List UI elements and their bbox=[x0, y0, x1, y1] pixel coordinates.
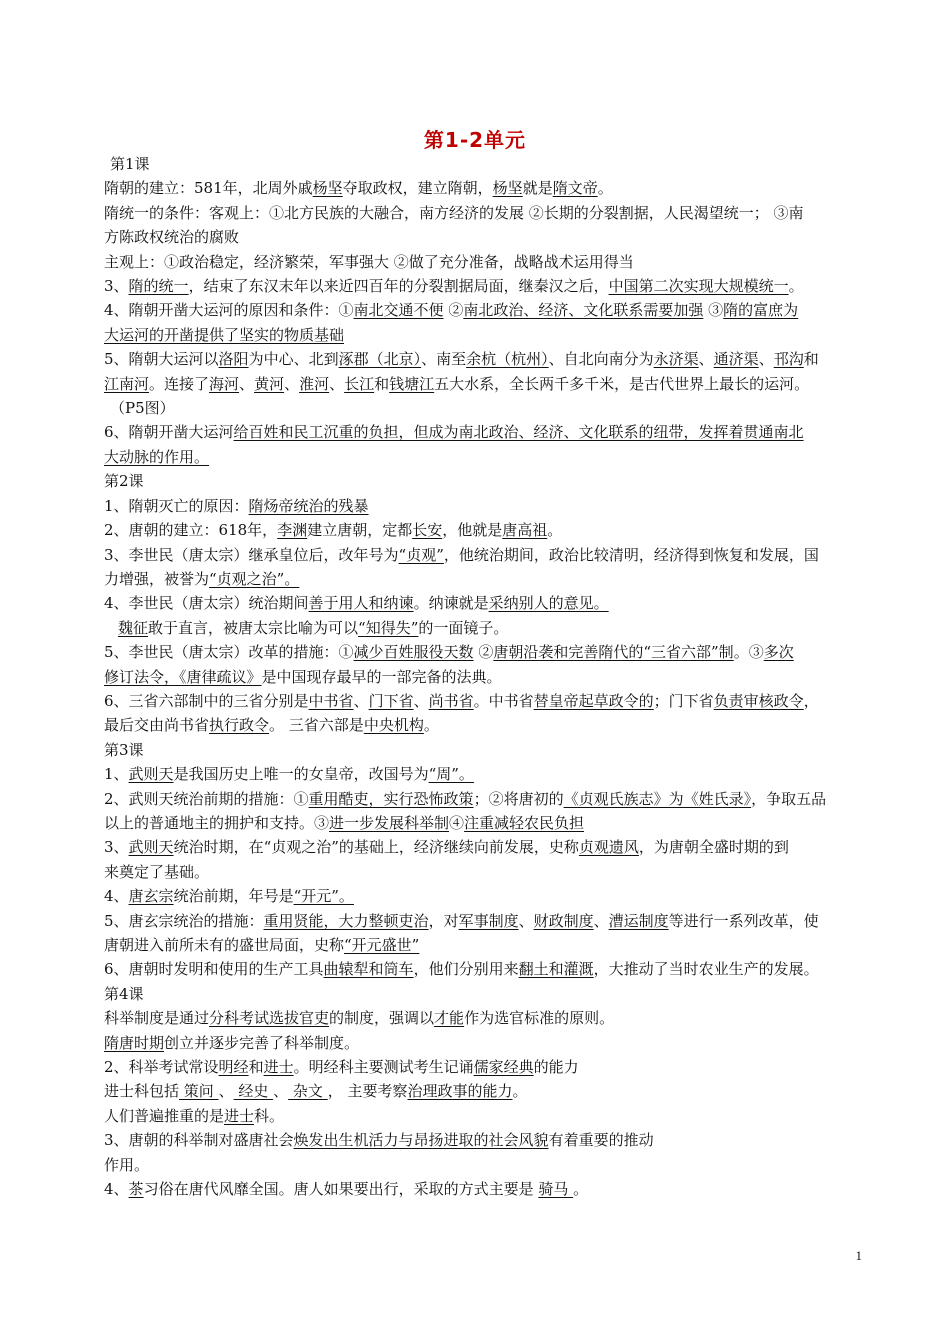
underlined-answer: 通济渠 bbox=[713, 350, 759, 369]
text-line bbox=[104, 1079, 869, 1103]
text-segment: 。 三省六部是 bbox=[269, 716, 364, 735]
text-segment: ，为唐朝全盛时期的到 bbox=[638, 838, 789, 857]
text-segment: 就是 bbox=[522, 179, 553, 198]
underlined-answer: 唐高祖 bbox=[502, 521, 548, 540]
text-segment: 作用。 bbox=[104, 1155, 150, 1174]
underlined-answer: 邗沟 bbox=[773, 350, 804, 369]
underlined-answer: 武则天 bbox=[128, 838, 174, 857]
text-line bbox=[104, 811, 869, 835]
text-segment: 5、李世民（唐太宗）改革的措施：① bbox=[104, 643, 354, 662]
underlined-answer: 替皇帝起草政令的 bbox=[533, 691, 654, 710]
text-line bbox=[104, 152, 869, 176]
text-segment: ；②将唐初的 bbox=[473, 789, 564, 808]
text-line bbox=[104, 835, 869, 859]
text-line bbox=[104, 396, 869, 420]
text-segment: 习俗在唐代风靡全国。唐人如果要出行，采取的方式主要是 bbox=[143, 1180, 539, 1199]
text-line bbox=[104, 1128, 869, 1152]
text-segment: 有着重要的推动 bbox=[548, 1131, 654, 1150]
text-segment: 建立唐朝，定都 bbox=[307, 521, 413, 540]
underlined-answer: 洛阳 bbox=[218, 350, 249, 369]
text-segment: 是我国历史上唯一的女皇帝，改国号为 bbox=[173, 765, 429, 784]
text-segment: 是中国现存最早的一部完备的法典。 bbox=[261, 667, 502, 686]
text-segment: 敢于直言，被唐太宗比喻为可以 bbox=[148, 618, 359, 637]
text-segment: 夺取政权，建立隋朝， bbox=[342, 179, 493, 198]
underlined-answer: 江南河 bbox=[104, 374, 150, 393]
text-segment: 、 bbox=[239, 374, 255, 393]
text-segment: 的一面镜子。 bbox=[418, 618, 509, 637]
underlined-answer: 长江 bbox=[344, 374, 375, 393]
text-segment: 5、隋朝大运河以 bbox=[104, 350, 219, 369]
text-segment: 。纳谏就是 bbox=[413, 594, 489, 613]
text-line bbox=[104, 982, 869, 1006]
text-segment: 的制度，强调以 bbox=[329, 1009, 435, 1028]
text-line bbox=[104, 616, 869, 640]
text-line bbox=[104, 1006, 869, 1030]
text-segment: ，他们分别用来 bbox=[413, 960, 519, 979]
text-segment: 隋朝的建立：581年，北周外戚 bbox=[104, 179, 313, 198]
page-number: 1 bbox=[855, 1248, 862, 1263]
text-segment: 五大水系，全长两千多千米，是古代世界上最长的运河。 bbox=[434, 374, 810, 393]
text-segment: ，对 bbox=[428, 911, 459, 930]
underlined-answer: 海河 bbox=[209, 374, 240, 393]
underlined-answer: 涿郡（北京） bbox=[338, 350, 422, 369]
text-segment: 。 bbox=[547, 521, 563, 540]
text-segment: 最后交由尚书省 bbox=[104, 716, 210, 735]
text-segment: ④ bbox=[449, 813, 465, 832]
text-segment: 进士科包括 bbox=[104, 1082, 180, 1101]
underlined-answer: 执行政令 bbox=[209, 716, 270, 735]
underlined-answer: 贞观遗风 bbox=[578, 838, 639, 857]
underlined-answer: 钱塘江 bbox=[389, 374, 435, 393]
text-segment: 作为选官标准的原则。 bbox=[464, 1009, 615, 1028]
text-line bbox=[104, 567, 869, 591]
text-segment: （P5图） bbox=[110, 399, 175, 418]
underlined-answer: 大运河的开凿提供了坚实的物质基础 bbox=[104, 325, 345, 344]
document-body bbox=[104, 152, 869, 1201]
underlined-answer: “贞观” bbox=[398, 545, 444, 564]
underlined-answer: “开元”。 bbox=[293, 887, 354, 906]
text-segment: 3、 bbox=[104, 277, 129, 296]
underlined-answer: 尚书省 bbox=[428, 691, 474, 710]
text-line bbox=[104, 543, 869, 567]
text-line bbox=[104, 738, 869, 762]
text-line bbox=[104, 176, 869, 200]
text-segment: 1、隋朝灭亡的原因： bbox=[104, 496, 249, 515]
text-segment: 、 bbox=[758, 350, 774, 369]
text-segment: 第4课 bbox=[104, 984, 144, 1003]
underlined-answer: 长安 bbox=[412, 521, 443, 540]
text-segment: 。 bbox=[788, 277, 804, 296]
underlined-answer: 茶 bbox=[128, 1180, 144, 1199]
underlined-answer: 南北交通不便 bbox=[353, 301, 444, 320]
text-line bbox=[104, 372, 869, 396]
text-line bbox=[104, 957, 869, 981]
text-segment: ，他统治期间，政治比较清明，经济得到恢复和发展，国 bbox=[443, 545, 819, 564]
underlined-answer: 门下省 bbox=[368, 691, 414, 710]
underlined-answer: 明经 bbox=[218, 1058, 249, 1077]
text-line bbox=[104, 860, 869, 884]
text-line bbox=[104, 445, 869, 469]
underlined-answer: 注重减轻农民负担 bbox=[464, 813, 585, 832]
text-line bbox=[104, 347, 869, 371]
underlined-answer: 焕发出生机活力与昂扬进取的社会风貌 bbox=[293, 1131, 549, 1150]
underlined-answer: 隋炀帝统治的残暴 bbox=[248, 496, 369, 515]
text-segment: 、 bbox=[413, 691, 429, 710]
text-segment: 唐朝进入前所未有的盛世局面，史称 bbox=[104, 936, 345, 954]
text-segment: 和 bbox=[248, 1058, 264, 1077]
text-segment: 2、科举考试常设 bbox=[104, 1058, 219, 1077]
text-segment: 6、唐朝时发明和使用的生产工具 bbox=[104, 960, 324, 979]
underlined-answer: 中国第二次实现大规模统一 bbox=[608, 277, 789, 296]
text-line bbox=[104, 665, 869, 689]
text-segment: 4、李世民（唐太宗）统治期间 bbox=[104, 594, 309, 613]
text-segment: 、自北向南分为 bbox=[548, 350, 654, 369]
text-line bbox=[104, 689, 869, 713]
text-segment: ， 主要考察 bbox=[327, 1082, 408, 1101]
underlined-answer: 黄河 bbox=[254, 374, 285, 393]
text-segment: 4、隋朝开凿大运河的原因和条件：① bbox=[104, 301, 354, 320]
text-segment: 5、唐玄宗统治的措施： bbox=[104, 911, 264, 930]
text-line bbox=[104, 274, 869, 298]
text-line bbox=[104, 201, 869, 225]
underlined-answer: 《贞观氏族志》为《姓氏录》 bbox=[563, 789, 752, 808]
underlined-answer: 重用贤能，大力整顿吏治 bbox=[263, 911, 429, 930]
text-segment: ， bbox=[803, 691, 819, 710]
text-segment: 创立并逐步完善了科举制度。 bbox=[164, 1033, 360, 1052]
text-line bbox=[104, 884, 869, 908]
text-line bbox=[104, 713, 869, 737]
underlined-answer: 策问 bbox=[179, 1082, 219, 1101]
text-segment: 统治时期，在“贞观之治”的基础上，经济继续向前发展，史称 bbox=[173, 838, 579, 857]
text-segment: 科。 bbox=[254, 1106, 285, 1125]
text-segment: 力增强，被誉为 bbox=[104, 569, 210, 588]
underlined-answer: 儒家经典 bbox=[473, 1058, 534, 1077]
underlined-answer: 杂文 bbox=[288, 1082, 328, 1101]
text-segment: 。 bbox=[423, 716, 439, 735]
text-segment: 等进行一系列改革，使 bbox=[668, 911, 819, 930]
underlined-answer: “开元盛世” bbox=[344, 936, 420, 954]
underlined-answer: 给百姓和民工沉重的负担，但成为南北政治、经济、文化联系的纽带，发挥着贯通南北 bbox=[233, 423, 804, 442]
underlined-answer: 采纳别人的意见。 bbox=[488, 594, 609, 613]
text-segment: 。连接了 bbox=[149, 374, 210, 393]
text-segment: 2、武则天统治前期的措施：① bbox=[104, 789, 309, 808]
text-segment: 1、 bbox=[104, 765, 129, 784]
underlined-answer: “贞观之治”。 bbox=[209, 569, 300, 588]
text-segment: ；门下省 bbox=[653, 691, 714, 710]
underlined-answer: 重用酷吏，实行恐怖政策 bbox=[308, 789, 474, 808]
text-segment: 2、唐朝的建立：618年， bbox=[104, 521, 278, 540]
text-segment: 第3课 bbox=[104, 740, 144, 759]
underlined-answer: 永济渠 bbox=[653, 350, 699, 369]
underlined-answer: 漕运制度 bbox=[608, 911, 669, 930]
underlined-answer: 南北政治、经济、文化联系需要加强 bbox=[463, 301, 704, 320]
underlined-answer: 魏征 bbox=[118, 618, 149, 637]
underlined-answer: 进士 bbox=[224, 1106, 255, 1125]
text-segment: 3、 bbox=[104, 838, 129, 857]
text-segment: 6、隋朝开凿大运河 bbox=[104, 423, 234, 442]
text-line bbox=[104, 1055, 869, 1079]
underlined-answer: 中央机构 bbox=[363, 716, 424, 735]
text-segment: ② bbox=[443, 301, 464, 320]
underlined-answer: 治理政事的能力 bbox=[407, 1082, 513, 1101]
text-segment: ③ bbox=[703, 301, 724, 320]
underlined-answer: 大动脉的作用。 bbox=[104, 447, 210, 466]
text-segment: 4、 bbox=[104, 887, 129, 906]
text-segment: 、 bbox=[329, 374, 345, 393]
underlined-answer: 修订法令，《唐律疏议》 bbox=[104, 667, 262, 686]
text-segment: ② bbox=[473, 643, 494, 662]
text-segment: 方陈政权统治的腐败 bbox=[104, 228, 240, 247]
text-segment: 统治前期，年号是 bbox=[173, 887, 294, 906]
text-segment: 主观上：①政治稳定，经济繁荣，军事强大 ②做了充分准备，战略战术运用得当 bbox=[104, 252, 634, 271]
text-line bbox=[104, 225, 869, 249]
text-segment: 为中心、北到 bbox=[248, 350, 339, 369]
underlined-answer: 杨坚 bbox=[492, 179, 523, 198]
underlined-answer: 唐玄宗 bbox=[128, 887, 174, 906]
text-line bbox=[104, 640, 869, 664]
text-line bbox=[104, 494, 869, 518]
underlined-answer: 骑马 bbox=[538, 1180, 574, 1199]
underlined-answer: “周”。 bbox=[428, 765, 474, 784]
underlined-answer: 隋的富庶为 bbox=[723, 301, 799, 320]
text-line bbox=[104, 1104, 869, 1128]
text-segment: 和 bbox=[374, 374, 390, 393]
text-line bbox=[104, 469, 869, 493]
text-line bbox=[104, 909, 869, 933]
text-line bbox=[104, 1031, 869, 1055]
underlined-answer: 李渊 bbox=[277, 521, 308, 540]
text-line bbox=[104, 762, 869, 786]
text-line bbox=[104, 1153, 869, 1177]
text-segment: 第2课 bbox=[104, 472, 144, 491]
text-segment: ，结束了东汉末年以来近四百年的分裂割据局面，继秦汉之后， bbox=[188, 277, 609, 296]
underlined-answer: 才能 bbox=[434, 1009, 465, 1028]
text-segment: 隋统一的条件：客观上：①北方民族的大融合，南方经济的发展 ②长期的分裂割据，人民渴望统一； ③南 bbox=[104, 203, 804, 222]
text-line bbox=[104, 933, 869, 957]
text-segment: 。 bbox=[573, 1180, 589, 1199]
underlined-answer: 曲辕犁和筒车 bbox=[323, 960, 414, 979]
text-segment: 。 bbox=[512, 1082, 528, 1101]
underlined-answer: 进一步发展科举制 bbox=[329, 813, 450, 832]
text-segment: 。明经科主要测试考生记诵 bbox=[293, 1058, 474, 1077]
text-segment: 、 bbox=[218, 1082, 234, 1101]
text-segment: ，他就是 bbox=[442, 521, 503, 540]
underlined-answer: 负责审核政令 bbox=[713, 691, 804, 710]
text-segment: 来奠定了基础。 bbox=[104, 862, 210, 881]
underlined-answer: 隋文帝 bbox=[552, 179, 598, 198]
text-line bbox=[104, 518, 869, 542]
underlined-answer: 经史 bbox=[233, 1082, 274, 1101]
underlined-answer: 军事制度 bbox=[458, 911, 519, 930]
page-title: 第1-2单元 bbox=[423, 128, 527, 152]
text-segment: 6、三省六部制中的三省分别是 bbox=[104, 691, 309, 710]
text-segment: 。 bbox=[597, 179, 613, 198]
underlined-answer: 隋的统一 bbox=[128, 277, 189, 296]
text-segment: 3、李世民（唐太宗）继承皇位后，改年号为 bbox=[104, 545, 399, 564]
text-segment: 、 bbox=[273, 1082, 289, 1101]
underlined-answer: “知得失” bbox=[358, 618, 419, 637]
text-line bbox=[104, 298, 869, 322]
underlined-answer: 中书省 bbox=[308, 691, 354, 710]
underlined-answer: 余杭（杭州） bbox=[466, 350, 549, 369]
underlined-answer: 减少百姓服役天数 bbox=[353, 643, 474, 662]
text-segment: 以上的普通地主的拥护和支持。③ bbox=[104, 813, 330, 832]
text-segment: 、 bbox=[284, 374, 300, 393]
text-line bbox=[104, 250, 869, 274]
text-segment: 、 bbox=[593, 911, 609, 930]
underlined-answer: 隋唐时期 bbox=[104, 1033, 165, 1052]
text-segment: 4、 bbox=[104, 1180, 129, 1199]
text-segment: 第1课 bbox=[110, 155, 150, 173]
text-line bbox=[104, 787, 869, 811]
text-segment: ，大推动了当时农业生产的发展。 bbox=[593, 960, 819, 979]
text-line bbox=[104, 323, 869, 347]
underlined-answer: 武则天 bbox=[128, 765, 174, 784]
underlined-answer: 进士 bbox=[263, 1058, 294, 1077]
underlined-answer: 善于用人和纳谏 bbox=[308, 594, 414, 613]
text-segment: 3、唐朝的科举制对盛唐社会 bbox=[104, 1131, 294, 1150]
underlined-answer: 杨坚 bbox=[312, 179, 343, 198]
underlined-answer: 分科考试选拔官吏 bbox=[209, 1009, 330, 1028]
underlined-answer: 财政制度 bbox=[533, 911, 594, 930]
text-segment: 、 bbox=[698, 350, 714, 369]
text-segment: 人们普遍推重的是 bbox=[104, 1106, 225, 1125]
text-segment: 、 bbox=[353, 691, 369, 710]
text-segment: 、 bbox=[518, 911, 534, 930]
text-segment: 。中书省 bbox=[473, 691, 534, 710]
text-segment: 。③ bbox=[733, 643, 764, 662]
underlined-answer: 翻土和灌溉 bbox=[518, 960, 594, 979]
underlined-answer: 淮河 bbox=[299, 374, 330, 393]
text-segment: ，争取五品 bbox=[751, 789, 827, 808]
underlined-answer: 唐朝沿袭和完善隋代的“三省六部”制 bbox=[493, 643, 734, 662]
text-segment: 、南至 bbox=[421, 350, 467, 369]
text-segment: 和 bbox=[803, 350, 819, 369]
text-line bbox=[104, 591, 869, 615]
text-segment: 科举制度是通过 bbox=[104, 1009, 210, 1028]
underlined-answer: 多次 bbox=[763, 643, 794, 662]
text-line bbox=[104, 1177, 869, 1201]
text-line bbox=[104, 420, 869, 444]
text-segment: 的能力 bbox=[533, 1058, 579, 1077]
